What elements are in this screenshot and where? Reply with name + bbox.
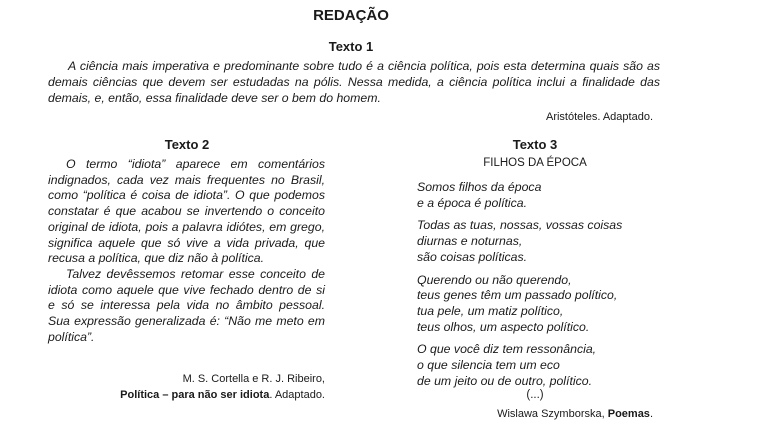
page-title: REDAÇÃO [313, 7, 389, 24]
poem-line: de um jeito ou de outro, político. [417, 373, 592, 388]
poem-line: são coisas políticas. [417, 249, 528, 264]
poem-stanza [417, 218, 677, 265]
texto2-paragraph-1: O termo “idiota” aparece em comentários indignados, cada vez mais frequentes no Brasil, como “política é coisa de idiota”. O que podemos constatar é que acabou se invertendo o conceito original de idiota, pois a palavra idiótes, em grego, significa aquele que só vive a vida privada, que recusa a política, que diz não à política. [48, 157, 325, 266]
texto1-source: Aristóteles. Adaptado. [545, 111, 653, 123]
texto1-paragraph: A ciência mais imperativa e predominante sobre tudo é a ciência política, pois esta determina quais são as demais ciências que devem ser estudadas na pólis. Nessa medida, a ciência política inclui a finalidade das demais, e, então, essa finalidade deve ser o bem do homem. [48, 59, 660, 105]
poem-line: diurnas e noturnas, [417, 234, 523, 249]
texto3-source-author: Wislawa Szymborska, [497, 408, 608, 420]
poem-line: teus genes têm um passado político, [417, 288, 618, 303]
texto2-source-authors: M. S. Cortella e R. J. Ribeiro, [182, 373, 325, 385]
texto3-source [417, 408, 653, 420]
poem-line: e a época é política. [417, 195, 528, 210]
poem-stanza [417, 273, 677, 336]
poem-title: FILHOS DA ÉPOCA [483, 157, 587, 169]
poem-line: tua pele, um matiz político, [417, 303, 564, 318]
texto2-paragraph-2: Talvez devêssemos retomar esse conceito de idiota como aquele que vive fechado dentro de si e só se interessa pela vida no âmbito pessoal. Sua expressão generalizada é: “Não me meto em política”. [48, 266, 325, 344]
poem-line: o que silencia tem um eco [417, 358, 560, 373]
texto2-source-citation [48, 387, 325, 403]
texto2-source-title: Política – para não ser idiota [120, 389, 270, 401]
texto2-body [48, 157, 325, 345]
poem [417, 180, 677, 396]
poem-line: teus olhos, um aspecto político. [417, 319, 590, 334]
poem-ellipsis: (...) [526, 389, 544, 401]
poem-stanza [417, 342, 677, 389]
texto2-source [48, 371, 325, 403]
poem-line: Querendo ou não querendo, [417, 272, 572, 287]
texto3-heading: Texto 3 [512, 137, 558, 152]
texto3-source-end: . [649, 408, 653, 420]
texto1-heading: Texto 1 [328, 39, 374, 54]
texto2-source-suffix: . Adaptado. [269, 389, 325, 401]
poem-line: Todas as tuas, nossas, vossas coisas [417, 218, 623, 233]
texto3-source-title: Poemas [607, 408, 650, 420]
poem-stanza [417, 180, 677, 211]
texto2-heading: Texto 2 [164, 137, 210, 152]
poem-line: O que você diz tem ressonância, [417, 342, 597, 357]
poem-line: Somos filhos da época [417, 180, 542, 194]
texto1-body [48, 58, 660, 106]
